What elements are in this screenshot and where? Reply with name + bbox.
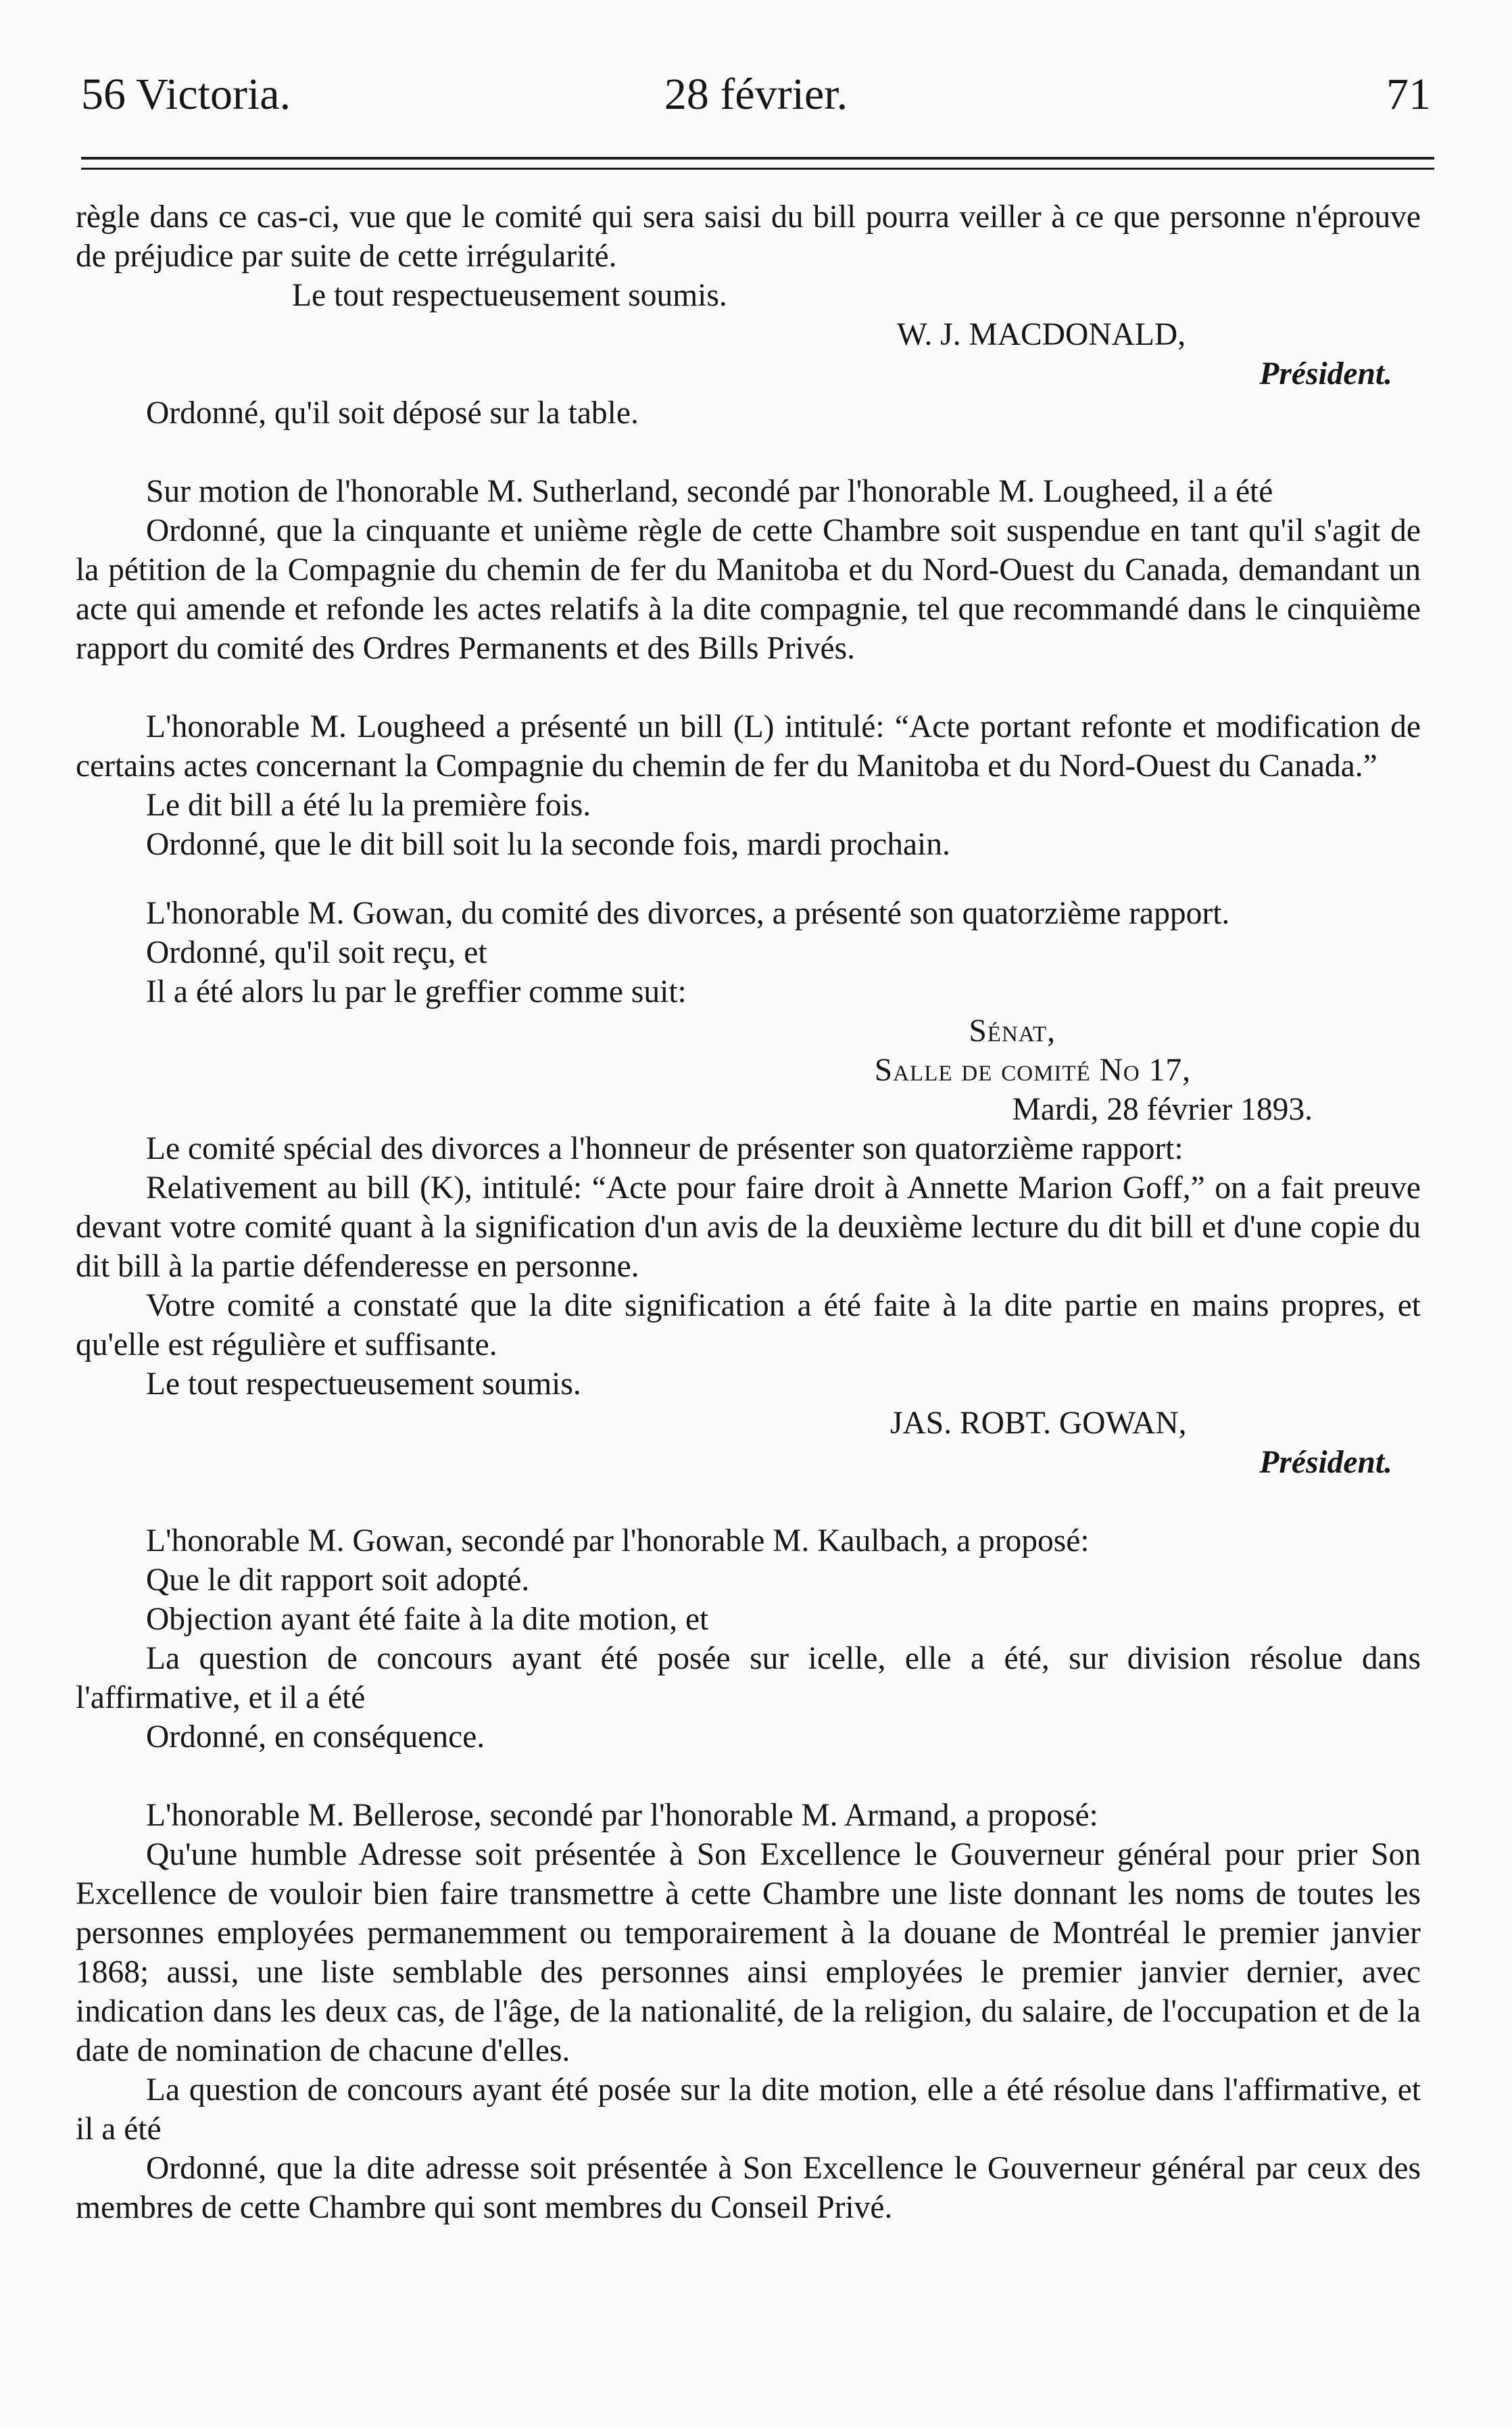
paragraph: Sur motion de l'honorable M. Sutherland, secondé par l'honorable M. Lougheed, il a été xyxy=(146,474,1273,509)
running-header xyxy=(81,64,1431,125)
page-number: 71 xyxy=(1386,70,1431,119)
paragraph: règle dans ce cas-ci, vue que le comité qui sera saisi du bill pourra veiller à ce que personne n'éprouve de préjudice par suite de cette irrégularité. xyxy=(76,199,1421,274)
paragraph: Ordonné, que le dit bill soit lu la seconde fois, mardi prochain. xyxy=(146,827,950,862)
paragraph: Ordonné, en conséquence. xyxy=(146,1719,485,1755)
paragraph: Que le dit rapport soit adopté. xyxy=(146,1563,530,1598)
header-session: 56 Victoria. xyxy=(81,70,291,119)
paragraph: L'honorable M. Lougheed a présenté un bill (L) intitulé: “Acte portant refonte et modification de certains actes concernant la Compagnie du chemin de fer du Manitoba et du Nord-Ouest du Canada.” xyxy=(76,709,1421,784)
signature-title: Président. xyxy=(1259,356,1392,391)
paragraph: La question de concours ayant été posée sur la dite motion, elle a été résolue dans l'affirmative, et il a été xyxy=(76,2072,1421,2147)
paragraph: Le comité spécial des divorces a l'honneur de présenter son quatorzième rapport: xyxy=(146,1131,1184,1166)
paragraph: L'honorable M. Gowan, secondé par l'honorable M. Kaulbach, a proposé: xyxy=(146,1523,1090,1558)
paragraph: Le dit bill a été lu la première fois. xyxy=(146,788,591,823)
signature: W. J. MACDONALD, xyxy=(897,317,1186,352)
paragraph: Relativement au bill (K), intitulé: “Acte pour faire droit à Annette Marion Goff,” on a fait preuve devant votre comité quant à la signification d'un avis de la deuxième lecture du dit bill et d'une copie du dit bill à la partie défenderesse en personne. xyxy=(76,1170,1421,1284)
header-date: 28 février. xyxy=(664,70,848,119)
paragraph: L'honorable M. Bellerose, secondé par l'honorable M. Armand, a proposé: xyxy=(146,1798,1098,1833)
report-heading-date: Mardi, 28 février 1893. xyxy=(1012,1092,1313,1127)
paragraph: Il a été alors lu par le greffier comme suit: xyxy=(146,974,687,1009)
header-rule-thin xyxy=(81,168,1434,170)
report-heading-room: Salle de comité No 17, xyxy=(874,1053,1191,1088)
signature-title: Président. xyxy=(1259,1445,1392,1480)
report-heading-senate: Sénat, xyxy=(969,1014,1056,1049)
header-rule-thick xyxy=(81,157,1434,160)
paragraph: Le tout respectueusement soumis. xyxy=(146,1366,581,1402)
page-body xyxy=(76,197,1421,2227)
paragraph: Ordonné, que la dite adresse soit présentée à Son Excellence le Gouverneur général par ceux des membres de cette Chambre qui sont membres du Conseil Privé. xyxy=(76,2151,1421,2225)
paragraph: L'honorable M. Gowan, du comité des divorces, a présenté son quatorzième rapport. xyxy=(146,896,1230,931)
signature: JAS. ROBT. GOWAN, xyxy=(890,1406,1187,1441)
paragraph: Qu'une humble Adresse soit présentée à Son Excellence le Gouverneur général pour prier Son Excellence de vouloir bien faire transmettre à cette Chambre une liste donnant les noms de toutes les personnes employées permanemment ou temporairement à la douane de Montréal le premier janvier 1868; aussi, une liste semblable des personnes ainsi employées le premier janvier dernier, avec indication dans les deux cas, de l'âge, de la nationalité, de la religion, du salaire, de l'occupation et de la date de nomination de chacune d'elles. xyxy=(76,1837,1421,2068)
paragraph: Objection ayant été faite à la dite motion, et xyxy=(146,1602,709,1637)
paragraph: Le tout respectueusement soumis. xyxy=(292,278,727,313)
paragraph: Votre comité a constaté que la dite signification a été faite à la dite partie en mains propres, et qu'elle est régulière et suffisante. xyxy=(76,1288,1421,1362)
paragraph: Ordonné, qu'il soit reçu, et xyxy=(146,935,487,970)
paragraph: La question de concours ayant été posée sur icelle, elle a été, sur division résolue dans l'affirmative, et il a été xyxy=(76,1641,1421,1715)
paragraph: Ordonné, que la cinquante et unième règle de cette Chambre soit suspendue en tant qu'il s'agit de la pétition de la Compagnie du chemin de fer du Manitoba et du Nord-Ouest du Canada, demandant un acte qui amende et refonde les actes relatifs à la dite compagnie, tel que recommandé dans le cinquième rapport du comité des Ordres Permanents et des Bills Privés. xyxy=(76,513,1421,666)
paragraph: Ordonné, qu'il soit déposé sur la table. xyxy=(146,396,639,431)
